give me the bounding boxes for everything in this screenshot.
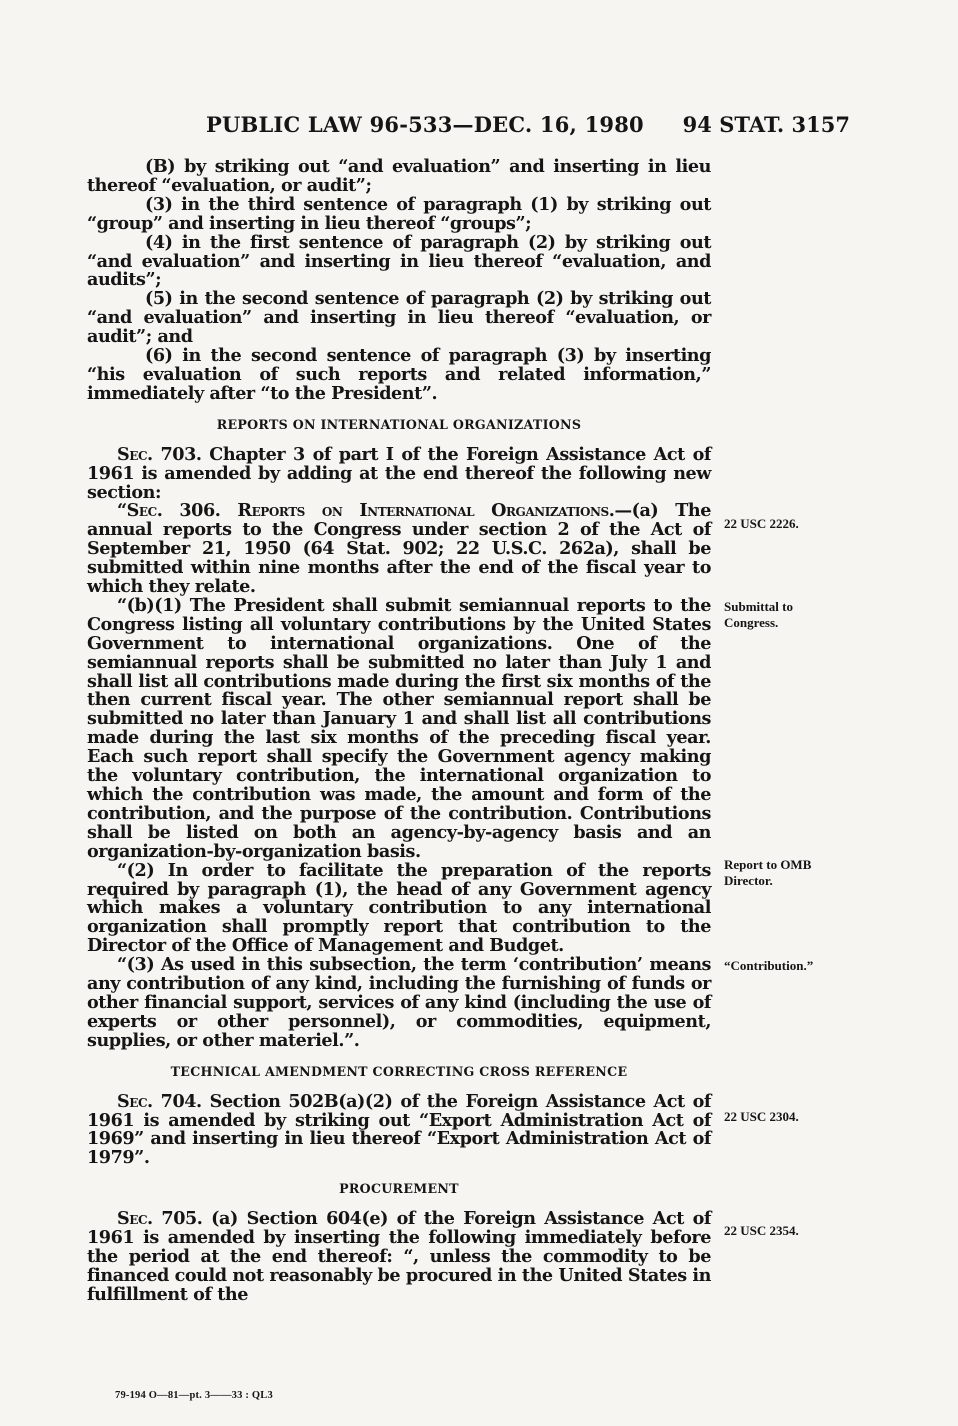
section-704 bbox=[87, 1090, 711, 1169]
body-text bbox=[87, 158, 711, 1305]
statute-page-number: 94 STAT. 3157 bbox=[682, 112, 850, 137]
sec-label: Sec. bbox=[117, 1208, 153, 1230]
section-heading-procurement: PROCUREMENT bbox=[339, 1181, 459, 1197]
section-306-a-text: —(a) The annual reports to the Congress under section 2 of the Act of September 21, 1950 (64 Stat. 902; 22 U.S.C. 262a), shall be submitted within nine months after the end of the fiscal year to which they relate. bbox=[87, 500, 712, 598]
section-306-a bbox=[87, 502, 711, 597]
section-704-text: 704. Section 502B(a)(2) of the Foreign Assistance Act of 1961 is amended by striking out “Export Administration Act of 1969” and inserting in lieu thereof “Export Administration Act of 1979”. bbox=[87, 1090, 711, 1169]
page-header bbox=[60, 112, 850, 142]
margin-note-contribution: “Contribution.” bbox=[724, 958, 814, 973]
clause-5: (5) in the second sentence of paragraph (2) by striking out “and evaluation” and inserting in lieu thereof “evaluation, or audit”; and bbox=[87, 288, 711, 348]
section-heading-reports: REPORTS ON INTERNATIONAL ORGANIZATIONS bbox=[216, 416, 582, 432]
subsection-b1: “(b)(1) The President shall submit semiannual reports to the Congress listing all voluntary contributions by the United States Government to international organizations. One of the semiannual reports shall be submitted no later than July 1 and shall list all contributions made during the first six months of the then current fiscal year. The other semiannual report shall be submitted no later than January 1 and shall list all contributions made during the last six months of the preceding fiscal year. Each such report shall specify the Government agency making the voluntary contribution, the international organization to which the contribution was made, the amount and form of the contribution, and the purpose of the contribution. Contributions shall be listed on both an agency-by-agency basis and an organization-by-organization basis. bbox=[87, 594, 711, 862]
running-head-title: PUBLIC LAW 96-533—DEC. 16, 1980 bbox=[206, 112, 644, 137]
section-703-text: 703. Chapter 3 of part I of the Foreign Assistance Act of 1961 is amended by adding at the end thereof the following new section: bbox=[87, 443, 711, 503]
section-703 bbox=[87, 443, 711, 503]
clause-b: (B) by striking out “and evaluation” and inserting in lieu thereof “evaluation, or audit”; bbox=[87, 156, 711, 196]
subsection-b2: “(2) In order to facilitate the preparation of the reports required by paragraph (1), the head of any Government agency which makes a voluntary contribution to any international organization shall promptly report that contribution to the Director of the Office of Management and Budget. bbox=[87, 859, 711, 957]
margin-note-22usc2226: 22 USC 2226. bbox=[724, 516, 799, 531]
subsection-b3: “(3) As used in this subsection, the term ‘contribution’ means any contribution of any kind, including the furnishing of funds or other financial support, services of any kind (including the use of experts or other personnel), or commodities, equipment, supplies, or other materiel.”. bbox=[87, 954, 711, 1051]
print-footer: 79-194 O—81—pt. 3——33 : QL3 bbox=[115, 1390, 273, 1401]
margin-note-submittal: Submittal to Congress. bbox=[724, 599, 793, 630]
open-quote: “ bbox=[117, 500, 127, 522]
clause-4: (4) in the first sentence of paragraph (2) by striking out “and evaluation” and inserting in lieu thereof “evaluation, and audits”; bbox=[87, 231, 711, 291]
section-705 bbox=[87, 1210, 711, 1305]
clause-6: (6) in the second sentence of paragraph (3) by inserting “his evaluation of such reports and related information,” immediately after “to the President”. bbox=[87, 345, 711, 404]
sec-label: Sec. bbox=[117, 1090, 153, 1112]
margin-note-22usc2304: 22 USC 2304. bbox=[724, 1109, 799, 1124]
sec-label: Sec. bbox=[117, 443, 153, 465]
margin-note-report-omb: Report to OMB Director. bbox=[724, 857, 812, 888]
clause-3: (3) in the third sentence of paragraph (1) by striking out “group” and inserting in lieu thereof “groups”; bbox=[87, 193, 711, 234]
margin-note-22usc2354: 22 USC 2354. bbox=[724, 1223, 799, 1238]
section-heading-technical: TECHNICAL AMENDMENT CORRECTING CROSS REFERENCE bbox=[170, 1063, 628, 1079]
section-306-label: Sec. 306. Reports on International Organizations. bbox=[126, 500, 615, 522]
section-705-text: 705. (a) Section 604(e) of the Foreign Assistance Act of 1961 is amended by inserting the following immediately before the period at the end thereof: “, unless the commodity to be financed could not reasonably be procured in the United States in fulfillment of the bbox=[87, 1208, 711, 1305]
